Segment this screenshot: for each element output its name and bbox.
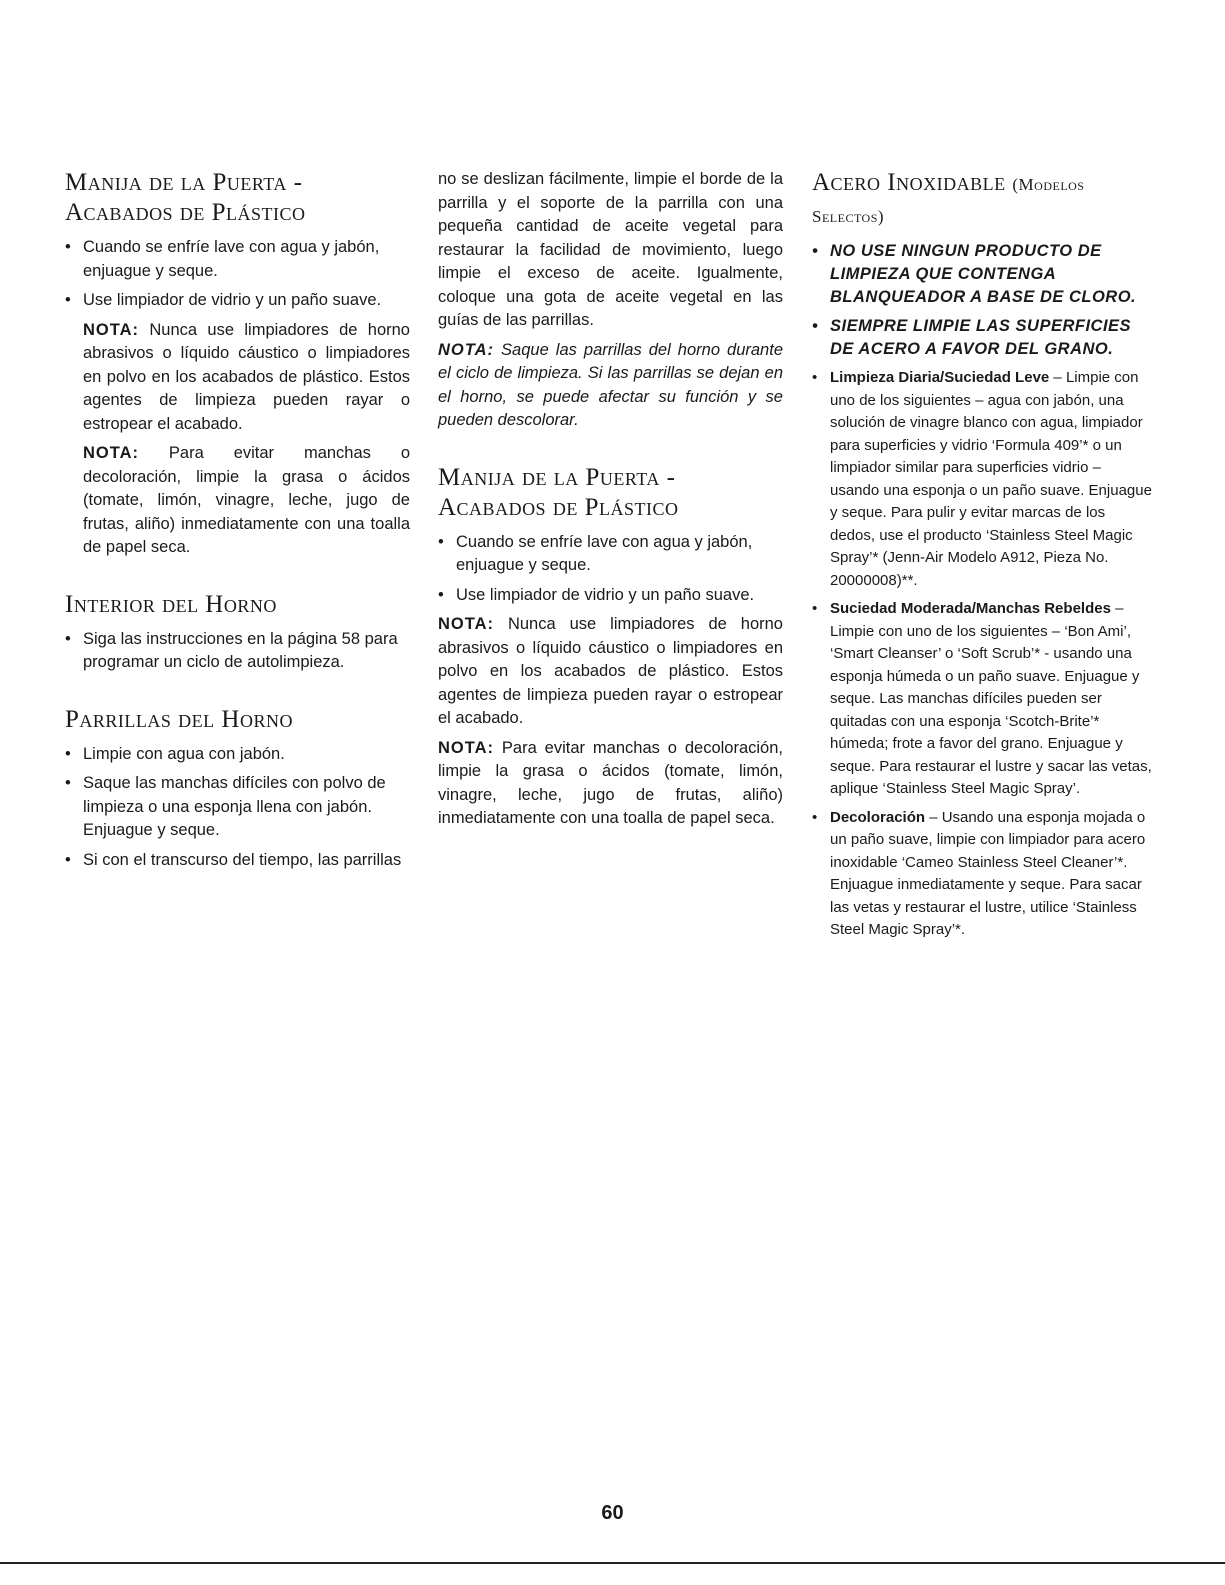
item-text: – Limpie con uno de los siguientes – agua con jabón, una solución de vinagre blanco con agua, limpiador para superficies y vidrio ‘Formula 409’* o un limpiador similar para superficies vidrio – usando una esponja o un paño suave. Enjuague y seque. Para pulir y evitar marcas de los dedos, use el producto ‘Stainless Steel Magic Spray’* (Jenn-Air Modelo A912, Pieza No. 20000008)**.	[830, 369, 1152, 589]
note-paragraph	[83, 442, 410, 560]
note-paragraph	[83, 319, 410, 437]
item-text: – Usando una esponja mojada o un paño suave, limpie con limpiador para acero inoxidable ‘Cameo Stainless Steel Cleaner’*. Enjuague inmediatamente y seque. Para sacar las vetas y restaurar el lustre, utilice ‘Stainless Steel Magic Spray’*.	[830, 808, 1146, 938]
list-item: • Use limpiador de vidrio y un paño suave.	[438, 584, 783, 608]
column-middle	[438, 168, 783, 837]
list-item	[812, 367, 1152, 592]
list-item	[812, 598, 1152, 801]
note-label: NOTA:	[83, 444, 140, 462]
warning-item: • SIEMPRE LIMPIE LAS SUPERFICIES DE ACERO A FAVOR DEL GRANO.	[812, 315, 1152, 361]
note-label: NOTA:	[438, 340, 495, 359]
list-item: • Si con el transcurso del tiempo, las parrillas	[65, 849, 410, 873]
item-label: Decoloración	[830, 808, 926, 826]
note-paragraph	[438, 339, 783, 433]
list-item: • Siga las instrucciones en la página 58 para programar un ciclo de autolimpieza.	[65, 628, 410, 675]
note-text: Para evitar manchas o decoloración, limpie la grasa o ácidos (tomate, limón, vinagre, leche, jugo de frutas, aliño) inmediatamente con una toalla de papel seca.	[438, 738, 783, 827]
section-title-oven-racks: Parrillas del Horno	[65, 705, 293, 733]
warning-item: • NO USE NINGUN PRODUCTO DE LIMPIEZA QUE CONTENGA BLANQUEADOR A BASE DE CLORO.	[812, 240, 1152, 309]
item-text: – Limpie con uno de los siguientes – ‘Bon Ami’, ‘Smart Cleanser’ o ‘Soft Scrub’* - usando una esponja húmeda o un paño suave. Enjuague y seque. Las manchas difíciles pueden ser quitadas con una esponja ‘Scotch-Brite’* húmeda; frote a favor del grano. Enjuague y seque. Para restaurar el lustre y sacar las vetas, aplique ‘Stainless Steel Magic Spray’.	[830, 600, 1152, 797]
item-label: Suciedad Moderada/Manchas Rebeldes	[830, 600, 1111, 617]
section-title-door-handle: Manija de la Puerta - Acabados de Plástico	[65, 169, 306, 226]
note-paragraph	[438, 737, 783, 831]
section-title-main: Acero Inoxidable	[812, 169, 1013, 196]
list-item: • Limpie con agua con jabón.	[65, 743, 410, 767]
list-item: • Cuando se enfríe lave con agua y jabón, enjuague y seque.	[65, 236, 410, 283]
note-label: NOTA:	[83, 320, 140, 339]
note-text: Nunca use limpiadores de horno abrasivos o líquido cáustico o limpiadores en polvo en los acabados de plástico. Estos agentes de limpieza pueden rayar o estropear el acabado.	[83, 320, 410, 433]
list-item: • Cuando se enfríe lave con agua y jabón, enjuague y seque.	[438, 531, 783, 578]
note-label: NOTA:	[438, 738, 495, 757]
page-number: 60	[601, 1502, 624, 1524]
note-text: Para evitar manchas o decoloración, limpie la grasa o ácidos (tomate, limón, vinagre, leche, jugo de frutas, aliño) inmediatamente con una toalla de papel seca.	[83, 444, 410, 556]
note-text: Saque las parrillas del horno durante el ciclo de limpieza. Si las parrillas se dejan en el horno, se puede afectar su función y se pueden descolorar.	[438, 340, 783, 429]
note-paragraph	[438, 613, 783, 731]
list-item: • Saque las manchas difíciles con polvo de limpieza o una esponja llena con jabón. Enjuague y seque.	[65, 772, 410, 843]
section-title-qualifier: (Modelos Selectos)	[812, 175, 1085, 226]
note-label: NOTA:	[438, 615, 495, 633]
section-title-door-handle: Manija de la Puerta - Acabados de Plástico	[438, 463, 679, 521]
section-title-stainless-steel	[812, 168, 1152, 232]
section-title-oven-interior: Interior del Horno	[65, 590, 277, 618]
column-right	[812, 168, 1152, 948]
note-text: Nunca use limpiadores de horno abrasivos o líquido cáustico o limpiadores en polvo en los acabados de plástico. Estos agentes de limpieza pueden rayar o estropear el acabado.	[438, 615, 783, 727]
continued-paragraph: no se deslizan fácilmente, limpie el borde de la parrilla y el soporte de la parrilla con una pequeña cantidad de aceite vegetal para restaurar la facilidad de movimiento, luego limpie el exceso de aceite. Igualmente, coloque una gota de aceite vegetal en las guías de las parrillas.	[438, 170, 783, 329]
list-item: • Use limpiador de vidrio y un paño suave.	[65, 289, 410, 313]
bottom-rule	[0, 1562, 1225, 1564]
list-item	[812, 807, 1152, 942]
item-label: Limpieza Diaria/Suciedad Leve	[830, 369, 1050, 386]
column-left	[65, 168, 410, 878]
